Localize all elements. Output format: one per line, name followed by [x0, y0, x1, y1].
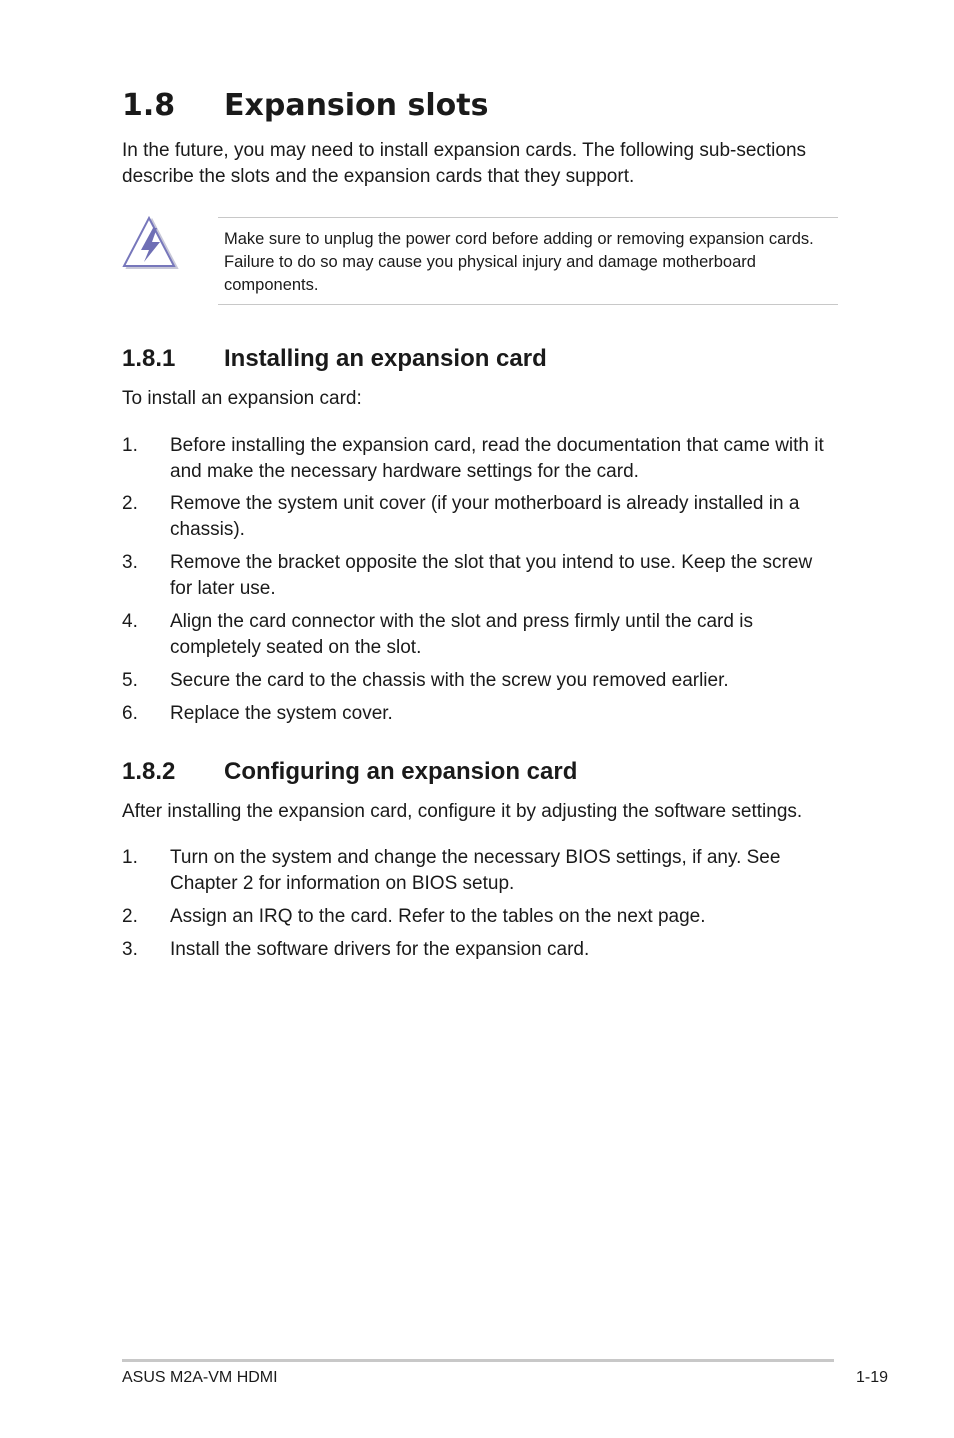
warning-lightning-icon	[122, 215, 180, 273]
footer-page-number: 1-19	[855, 1369, 888, 1386]
step-text: Before installing the expansion card, read the documentation that came with it and make the necessary hardware settings for the card.	[170, 435, 824, 482]
step-text: Replace the system cover.	[170, 703, 393, 724]
step-number: 2.	[122, 493, 138, 514]
subsection-title: Configuring an expansion card	[224, 758, 578, 785]
configuring-lead: After installing the expansion card, configure it by adjusting the software settings.	[122, 801, 803, 822]
step-number: 3.	[122, 939, 138, 960]
caution-note	[218, 217, 838, 305]
footer-divider	[122, 1359, 834, 1362]
step-number: 6.	[122, 703, 138, 724]
step-text: Turn on the system and change the necessary BIOS settings, if any. See Chapter 2 for information on BIOS setup.	[170, 847, 781, 894]
step-text: Secure the card to the chassis with the screw you removed earlier.	[170, 670, 729, 691]
step-number: 4.	[122, 611, 138, 632]
section-title: Expansion slots	[224, 88, 489, 123]
subsection-number: 1.8.1	[122, 345, 176, 372]
subsection-heading-installing	[122, 344, 547, 374]
step-text: Install the software drivers for the expansion card.	[170, 939, 590, 960]
step-text: Remove the bracket opposite the slot that you intend to use. Keep the screw for later use.	[170, 552, 813, 599]
section-heading	[122, 86, 488, 126]
step-text: Remove the system unit cover (if your motherboard is already installed in a chassis).	[170, 493, 800, 540]
step-number: 5.	[122, 670, 138, 691]
step-number: 3.	[122, 552, 138, 573]
section-number: 1.8	[122, 88, 176, 123]
step-text: Assign an IRQ to the card. Refer to the tables on the next page.	[170, 906, 706, 927]
step-text: Align the card connector with the slot and press firmly until the card is completely seated on the slot.	[170, 611, 753, 658]
step-number: 1.	[122, 847, 138, 868]
footer-product-name: ASUS M2A-VM HDMI	[122, 1369, 278, 1386]
subsection-number: 1.8.2	[122, 758, 176, 785]
subsection-title: Installing an expansion card	[224, 345, 547, 372]
intro-paragraph: In the future, you may need to install expansion cards. The following sub-sections describe the slots and the expansion cards that they support.	[122, 140, 807, 187]
step-number: 2.	[122, 906, 138, 927]
caution-text: Make sure to unplug the power cord before adding or removing expansion cards. Failure to do so may cause you physical injury and damage motherboard components.	[224, 230, 814, 294]
subsection-heading-configuring	[122, 757, 577, 787]
step-number: 1.	[122, 435, 138, 456]
installing-lead: To install an expansion card:	[122, 388, 362, 409]
